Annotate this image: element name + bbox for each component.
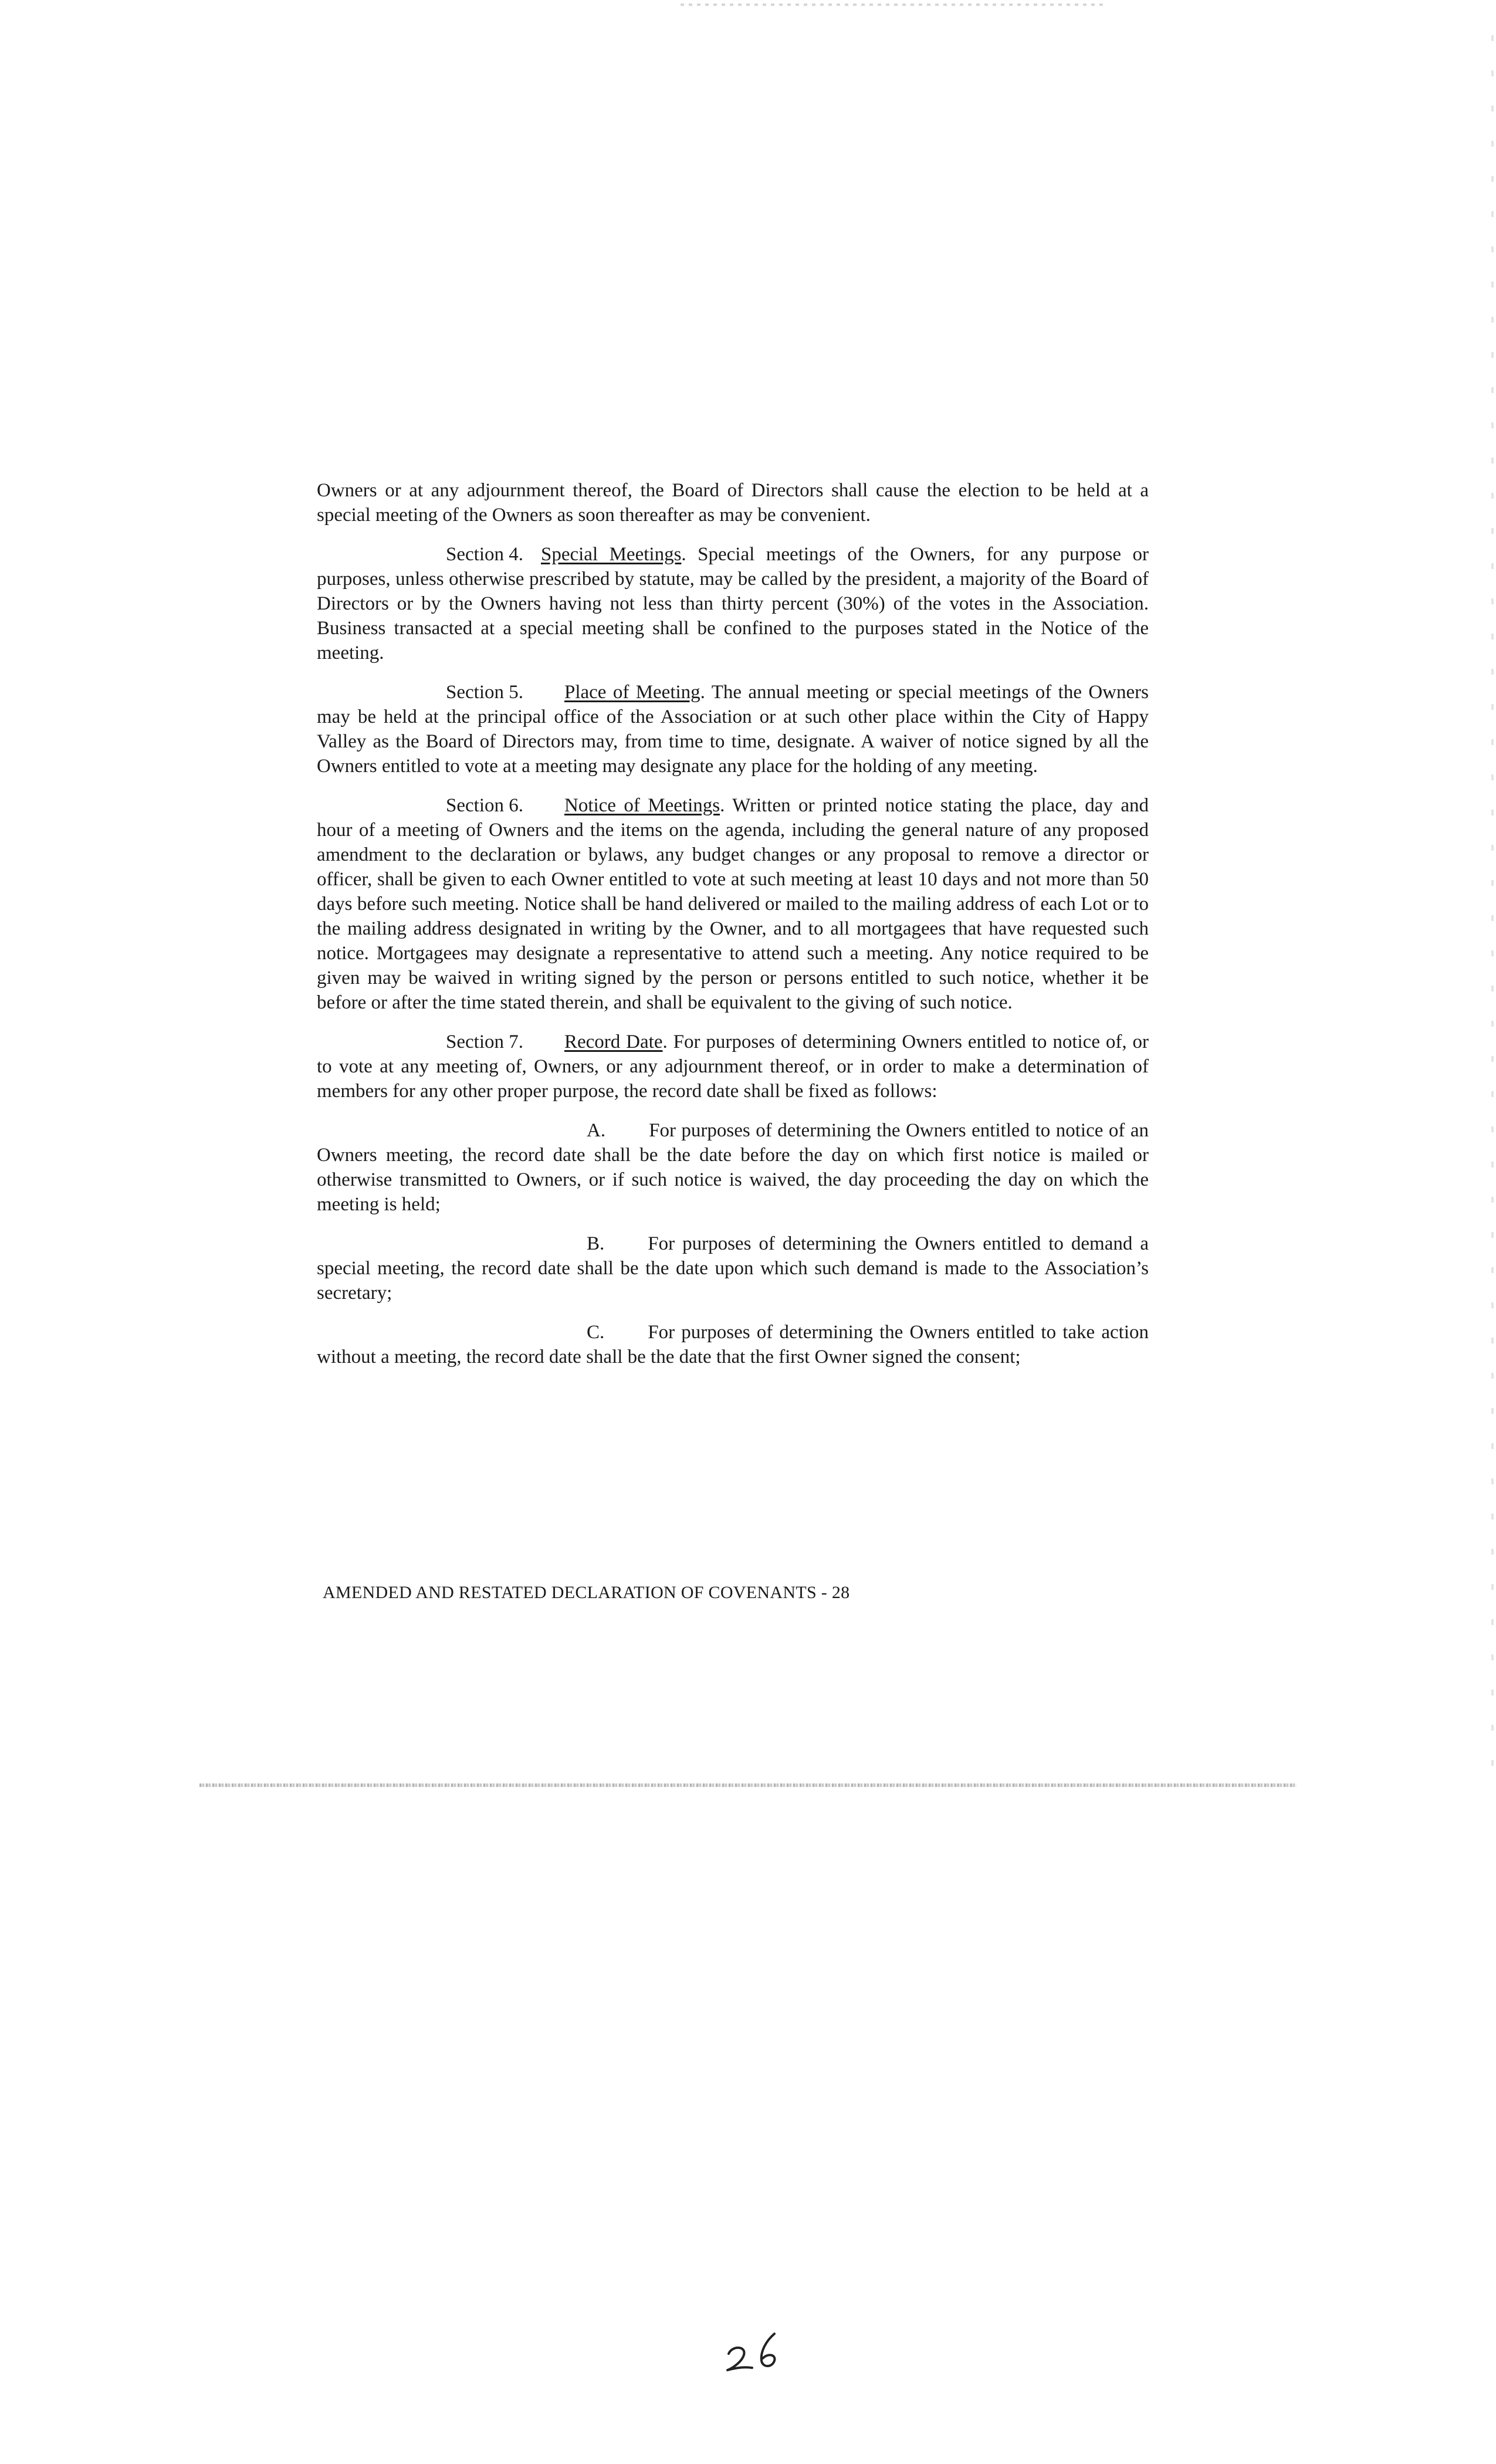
section-4-paragraph <box>317 542 1149 665</box>
subsection-c-body: For purposes of determining the Owners entitled to take action without a meeting, the record date shall be the date that the first Owner signed the consent; <box>317 1322 1149 1368</box>
section-7-body: . For purposes of determining Owners entitled to notice of, or to vote at any meeting of, Owners, or any adjournment thereof, or in order to make a determination of members for any other proper purpose, the record date shall be fixed as follows: <box>317 1031 1149 1102</box>
section-5-paragraph <box>317 680 1149 779</box>
scan-artifact-divider <box>199 1783 1297 1787</box>
subsection-b-paragraph <box>317 1231 1149 1305</box>
subsection-c-paragraph <box>317 1320 1149 1369</box>
section-5-label: Section 5. <box>446 682 523 703</box>
section-7-heading: Record Date <box>564 1031 663 1052</box>
scan-artifact-top <box>681 4 1103 6</box>
section-6-body: . Written or printed notice stating the place, day and hour of a meeting of Owners and the items on the agenda, including the general nature of any proposed amendment to the declaration or bylaws, any budget changes or any proposal to remove a director or officer, shall be given to each Owner entitled to vote at such meeting at least 10 days and not more than 50 days before such meeting. Notice shall be hand delivered or mailed to the mailing address of each Lot or to the mailing address designated in writing by the Owner, and to all mortgagees that have requested such notice. Mortgagees may designate a representative to attend such a meeting. Any notice required to be given may be waived in writing signed by the person or persons entitled to such notice, whether it be before or after the time stated therein, and shall be equivalent to the giving of such notice. <box>317 795 1149 1013</box>
section-7-label: Section 7. <box>446 1031 523 1052</box>
subsection-a-paragraph <box>317 1118 1149 1217</box>
subsection-b-body: For purposes of determining the Owners entitled to demand a special meeting, the record date shall be the date upon which such demand is made to the Association’s secretary; <box>317 1233 1149 1304</box>
section-4-heading: Special Meetings <box>540 544 682 565</box>
scan-artifact-right <box>1491 35 1494 1795</box>
document-body <box>317 478 1149 1384</box>
continuation-paragraph: Owners or at any adjournment thereof, the Board of Directors shall cause the election to be held at a special meeting of the Owners as soon thereafter as may be convenient. <box>317 480 1149 526</box>
section-6-paragraph <box>317 793 1149 1015</box>
page-footer: AMENDED AND RESTATED DECLARATION OF COVENANTS - 28 <box>323 1583 850 1602</box>
subsection-a-label: A. <box>587 1120 606 1141</box>
handwritten-page-number <box>720 2328 791 2375</box>
section-6-label: Section 6. <box>446 795 523 816</box>
section-6-heading: Notice of Meetings <box>564 795 720 816</box>
section-4-body: . Special meetings of the Owners, for any purpose or purposes, unless otherwise prescribed by statute, may be called by the president, a majority of the Board of Directors or by the Owners having not less than thirty percent (30%) of the votes in the Association. Business transacted at a special meeting shall be confined to the purposes stated in the Notice of the meeting. <box>317 544 1149 664</box>
section-5-heading: Place of Meeting <box>564 682 700 703</box>
subsection-a-body: For purposes of determining the Owners entitled to notice of an Owners meeting, the record date shall be the date before the day on which first notice is mailed or otherwise transmitted to Owners, or if such notice is waived, the day proceeding the day on which the meeting is held; <box>317 1120 1149 1215</box>
subsection-c-label: C. <box>587 1322 605 1343</box>
subsection-b-label: B. <box>587 1233 605 1254</box>
section-7-paragraph <box>317 1030 1149 1104</box>
section-5-body: . The annual meeting or special meetings of the Owners may be held at the principal office of the Association or at such other place within the City of Happy Valley as the Board of Directors may, from time to time, designate. A waiver of notice signed by all the Owners entitled to vote at a meeting may designate any place for the holding of any meeting. <box>317 682 1149 777</box>
section-4-label: Section 4. <box>446 544 523 565</box>
